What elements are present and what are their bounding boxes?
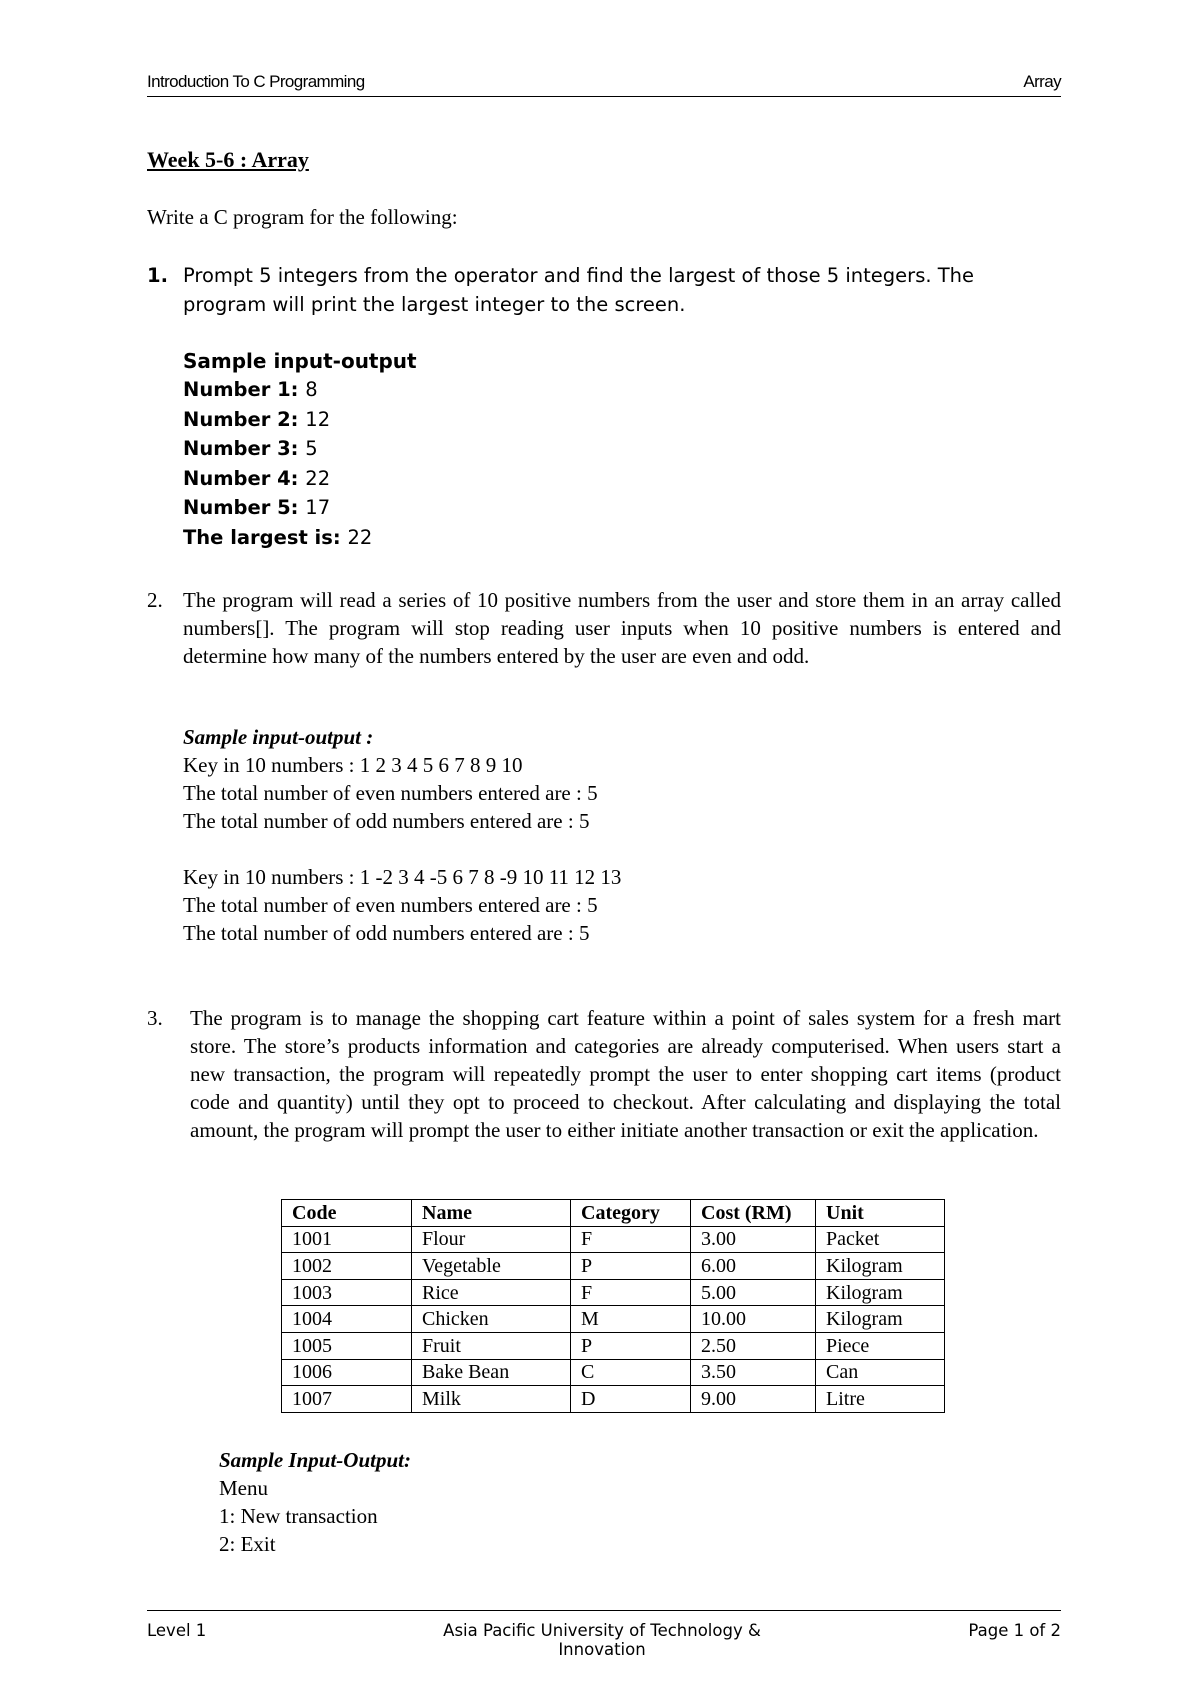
sample-line	[183, 523, 417, 553]
sample-label: Number 1:	[183, 378, 299, 401]
q1-sample-io	[183, 349, 417, 553]
sample-value: 22	[305, 466, 331, 490]
sample-line	[183, 375, 417, 405]
table-cell: 1002	[282, 1253, 412, 1280]
table-cell: 6.00	[691, 1253, 816, 1280]
footer-level: Level 1	[147, 1621, 207, 1640]
q3-sample-io	[219, 1446, 411, 1558]
table-cell: 10.00	[691, 1306, 816, 1333]
table-cell: Vegetable	[412, 1253, 571, 1280]
page-header	[147, 70, 1061, 97]
table-cell: Rice	[412, 1279, 571, 1306]
question-text	[183, 261, 1063, 319]
question-number: 3.	[147, 1006, 163, 1030]
table-cell: 1005	[282, 1332, 412, 1359]
table-cell: Piece	[816, 1332, 945, 1359]
products-table	[281, 1199, 945, 1413]
table-header-row	[282, 1200, 945, 1227]
column-header: Name	[412, 1200, 571, 1227]
table-row	[282, 1279, 945, 1306]
sample-line	[183, 434, 417, 464]
table-cell: Can	[816, 1359, 945, 1386]
sample-label: Number 2:	[183, 407, 299, 431]
question-text-line: Prompt 5 integers from the operator and find the largest of those 5 integers. The	[183, 264, 975, 287]
sample-value: 22	[347, 525, 373, 549]
sample-line: 1: New transaction	[219, 1504, 378, 1528]
sample-value: 5	[305, 437, 318, 461]
sample-heading: Sample input-output :	[183, 725, 374, 749]
sample-value: 17	[305, 496, 331, 520]
sample-value: 8	[305, 378, 318, 401]
table-cell: F	[571, 1279, 691, 1306]
table-cell: Bake Bean	[412, 1359, 571, 1386]
table-cell: 9.00	[691, 1386, 816, 1413]
sample-line: Key in 10 numbers : 1 -2 3 4 -5 6 7 8 -9 10 11 12 13	[183, 865, 622, 889]
table-cell: Kilogram	[816, 1253, 945, 1280]
question-text: The program will read a series of 10 positive numbers from the user and store them in an array called numbers[]. The program will stop reading user inputs when 10 positive numbers is entered and determine how many of the numbers entered by the user are even and odd.	[183, 588, 1061, 668]
table-cell: 1003	[282, 1279, 412, 1306]
page-title: Week 5-6 : Array	[147, 147, 309, 172]
sample-label: Number 3:	[183, 437, 299, 461]
sample-line: The total number of even numbers entered are : 5	[183, 781, 598, 805]
sample-label: Number 5:	[183, 496, 299, 520]
sample-line	[183, 405, 417, 435]
sample-line	[183, 493, 417, 523]
column-header: Category	[571, 1200, 691, 1227]
table-cell: Flour	[412, 1226, 571, 1253]
sample-line	[183, 464, 417, 494]
sample-line: The total number of odd numbers entered are : 5	[183, 921, 590, 945]
column-header: Unit	[816, 1200, 945, 1227]
table-row	[282, 1359, 945, 1386]
table-cell: 1001	[282, 1226, 412, 1253]
spacer	[183, 835, 621, 863]
table-row	[282, 1226, 945, 1253]
table-cell: F	[571, 1226, 691, 1253]
table-cell: 1004	[282, 1306, 412, 1333]
question-number: 1.	[147, 264, 168, 287]
table-row	[282, 1386, 945, 1413]
table-cell: 1007	[282, 1386, 412, 1413]
table-cell: 1006	[282, 1359, 412, 1386]
column-header: Code	[282, 1200, 412, 1227]
sample-line: The total number of odd numbers entered are : 5	[183, 809, 590, 833]
sample-line: 2: Exit	[219, 1532, 276, 1556]
table-cell: Chicken	[412, 1306, 571, 1333]
table-cell: Kilogram	[816, 1306, 945, 1333]
sample-heading: Sample Input-Output:	[219, 1448, 411, 1472]
table-row	[282, 1253, 945, 1280]
table-cell: Kilogram	[816, 1279, 945, 1306]
intro-text: Write a C program for the following:	[147, 205, 458, 229]
sample-value: 12	[305, 407, 331, 431]
page-footer	[147, 1610, 1061, 1659]
sample-line: Menu	[219, 1476, 268, 1500]
sample-line: The total number of even numbers entered are : 5	[183, 893, 598, 917]
table-cell: P	[571, 1332, 691, 1359]
table-row	[282, 1332, 945, 1359]
footer-page-number: Page 1 of 2	[968, 1621, 1061, 1640]
table-cell: 3.50	[691, 1359, 816, 1386]
table-cell: D	[571, 1386, 691, 1413]
table-cell: 2.50	[691, 1332, 816, 1359]
table-cell: Fruit	[412, 1332, 571, 1359]
table-cell: Packet	[816, 1226, 945, 1253]
table-cell: M	[571, 1306, 691, 1333]
table-row	[282, 1306, 945, 1333]
sample-line: Key in 10 numbers : 1 2 3 4 5 6 7 8 9 10	[183, 753, 523, 777]
question-text: The program is to manage the shopping cart feature within a point of sales system for a fresh mart store. The store’s products information and categories are already computerised. When users start a new transaction, the program will repeatedly prompt the user to enter shopping cart items (product code and quantity) until they opt to proceed to checkout. After calculating and displaying the total amount, the program will prompt the user to either initiate another transaction or exit the application.	[190, 1006, 1061, 1142]
table-cell: Litre	[816, 1386, 945, 1413]
sample-heading: Sample input-output	[183, 349, 417, 373]
question-text-line: program will print the largest integer to the screen.	[183, 293, 686, 316]
sample-label: Number 4:	[183, 466, 299, 490]
footer-institution: Asia Pacific University of Technology & Innovation	[443, 1621, 761, 1659]
table-cell: P	[571, 1253, 691, 1280]
table-cell: C	[571, 1359, 691, 1386]
column-header: Cost (RM)	[691, 1200, 816, 1227]
table-cell: 3.00	[691, 1226, 816, 1253]
header-topic: Array	[1023, 72, 1061, 91]
header-course-title: Introduction To C Programming	[147, 72, 365, 91]
table-cell: 5.00	[691, 1279, 816, 1306]
table-cell: Milk	[412, 1386, 571, 1413]
question-number: 2.	[147, 588, 163, 612]
sample-label: The largest is:	[183, 525, 341, 549]
q2-sample-io	[183, 723, 621, 947]
